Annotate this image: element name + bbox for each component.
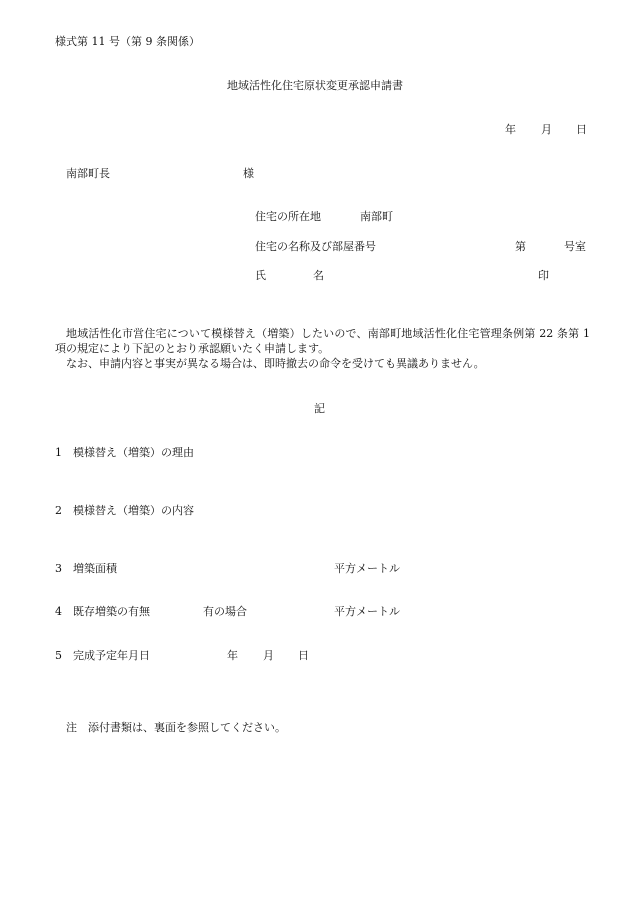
item-4-unit: 平方メートル bbox=[334, 605, 400, 618]
item-3 bbox=[55, 563, 117, 574]
form-number: 様式第 11 号（第 9 条関係） bbox=[55, 35, 200, 48]
item-3-number: 3 bbox=[55, 562, 62, 575]
addressee-honorific: 様 bbox=[243, 167, 254, 180]
item-2-number: 2 bbox=[55, 504, 62, 517]
body-text bbox=[55, 326, 590, 371]
location-label: 住宅の所在地 bbox=[255, 210, 321, 223]
body-paragraph-2: なお、申請内容と事実が異なる場合は、即時撤去の命令を受けても異議ありません。 bbox=[66, 357, 485, 370]
item-5-number: 5 bbox=[55, 649, 62, 662]
body-paragraph-1: 地域活性化市営住宅について模様替え（増築）したいので、南部町地域活性化住宅管理条例第 22 条第 1 項の規定により下記のとおり承認願いたく申請します。 bbox=[55, 327, 590, 355]
item-5 bbox=[55, 650, 150, 661]
item-3-label: 増築面積 bbox=[73, 562, 117, 575]
footnote: 注 添付書類は、裏面を参照してください。 bbox=[66, 721, 286, 734]
room-prefix: 第 bbox=[515, 240, 526, 253]
item-4-label: 既存増築の有無 bbox=[73, 605, 150, 618]
date-month: 月 bbox=[541, 123, 552, 136]
item-2 bbox=[55, 505, 194, 516]
item-1-number: 1 bbox=[55, 446, 62, 459]
item-4-case: 有の場合 bbox=[203, 605, 247, 618]
date-day: 日 bbox=[576, 123, 587, 136]
item-1-label: 模様替え（増築）の理由 bbox=[73, 446, 194, 459]
date-year: 年 bbox=[505, 123, 516, 136]
item-1 bbox=[55, 447, 194, 458]
name-label-2: 名 bbox=[313, 269, 324, 282]
item-5-label: 完成予定年月日 bbox=[73, 649, 150, 662]
room-suffix: 号室 bbox=[564, 240, 586, 253]
item-4 bbox=[55, 606, 150, 617]
ki-heading: 記 bbox=[314, 402, 325, 415]
item-4-number: 4 bbox=[55, 605, 62, 618]
location-value: 南部町 bbox=[360, 210, 393, 223]
item-3-unit: 平方メートル bbox=[334, 562, 400, 575]
item-5-year: 年 bbox=[227, 649, 238, 662]
form-title: 地域活性化住宅原状変更承認申請書 bbox=[227, 79, 403, 92]
item-5-day: 日 bbox=[298, 649, 309, 662]
addressee-name: 南部町長 bbox=[66, 167, 110, 180]
item-2-label: 模様替え（増築）の内容 bbox=[73, 504, 194, 517]
seal-mark: 印 bbox=[538, 269, 549, 282]
building-label: 住宅の名称及び部屋番号 bbox=[255, 240, 376, 253]
name-label-1: 氏 bbox=[255, 269, 266, 282]
item-5-month: 月 bbox=[263, 649, 274, 662]
